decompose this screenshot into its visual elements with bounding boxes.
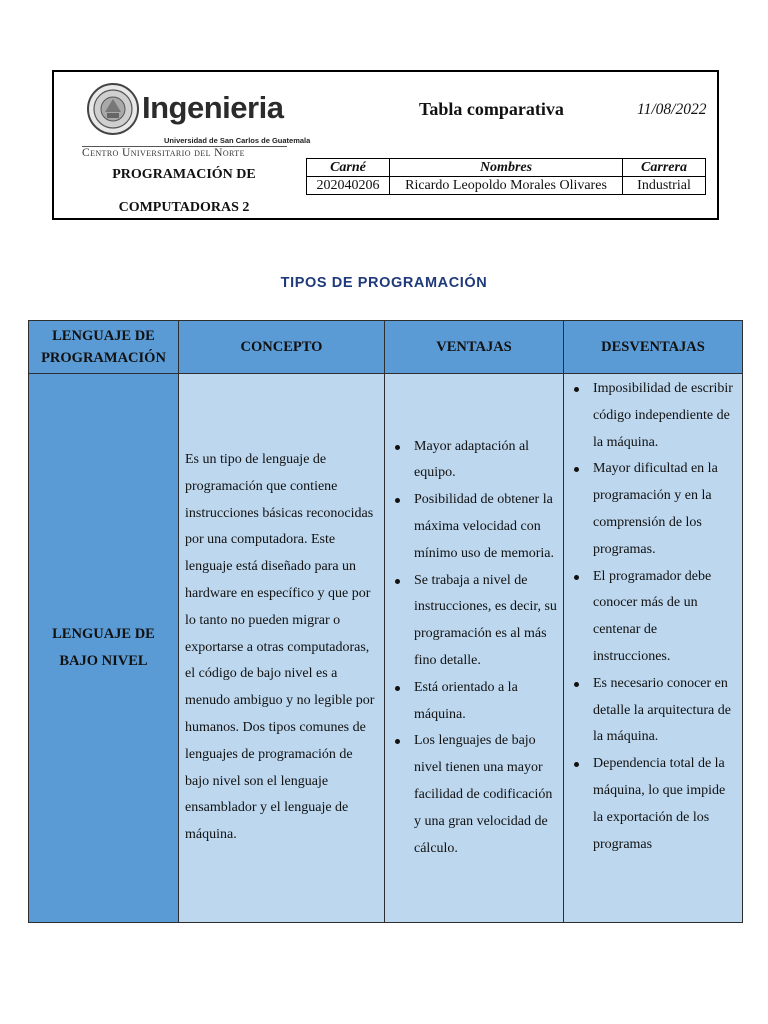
student-table xyxy=(306,158,706,195)
student-career: Industrial xyxy=(623,177,706,195)
column-header-concept: CONCEPTO xyxy=(179,321,385,374)
section-title: TIPOS DE PROGRAMACIÓN xyxy=(280,275,488,291)
header-box xyxy=(52,70,719,220)
header-carne: Carné xyxy=(307,159,390,177)
disadvantage-item: Mayor dificultad en la programación y en la comprensión de los programas. xyxy=(570,456,736,563)
advantage-item: Mayor adaptación al equipo. xyxy=(391,434,557,488)
table-row xyxy=(29,374,743,923)
disadvantage-item: Imposibilidad de escribir código independiente de la máquina. xyxy=(570,376,736,456)
logo-title: Ingenieria xyxy=(142,90,284,125)
column-header-language: LENGUAJE DE PROGRAMACIÓN xyxy=(29,321,179,374)
header-nombres: Nombres xyxy=(390,159,623,177)
disadvantage-item: Es necesario conocer en detalle la arquitectura de la máquina. xyxy=(570,671,736,751)
advantage-item: Los lenguajes de bajo nivel tienen una mayor facilidad de codificación y una gran velocidad de cálculo. xyxy=(391,728,557,862)
row-language xyxy=(29,374,179,923)
course-line-1: PROGRAMACIÓN DE xyxy=(112,167,256,182)
logo-center: Centro Universitario del Norte xyxy=(82,147,245,159)
comparison-table xyxy=(28,320,743,923)
row-disadvantages xyxy=(564,374,743,923)
student-name: Ricardo Leopoldo Morales Olivares xyxy=(390,177,623,195)
advantage-item: Está orientado a la máquina. xyxy=(391,675,557,729)
document-date: 11/08/2022 xyxy=(637,101,707,118)
advantage-item: Posibilidad de obtener la máxima velocidad con mínimo uso de memoria. xyxy=(391,487,557,567)
student-table-row xyxy=(307,177,706,195)
course-name xyxy=(84,158,284,224)
column-header-disadvantages: DESVENTAJAS xyxy=(564,321,743,374)
university-seal-icon xyxy=(86,82,140,136)
student-carne: 202040206 xyxy=(307,177,390,195)
row-advantages xyxy=(385,374,564,923)
document-title: Tabla comparativa xyxy=(419,99,564,119)
disadvantages-list xyxy=(570,376,736,858)
university-logo xyxy=(82,80,311,159)
row-language-label: LENGUAJE DE BAJO NIVEL xyxy=(52,626,155,669)
advantage-item: Se trabaja a nivel de instrucciones, es decir, su programación es al más fino detalle. xyxy=(391,568,557,675)
row-concept: Es un tipo de lenguaje de programación que contiene instrucciones básicas reconocidas por una computadora. Este lenguaje está diseñado para un hardware en específico y que por lo tanto no pueden migrar o exportarse a otras computadoras, el código de bajo nivel es a menudo ambiguo y no legible por humanos. Dos tipos comunes de lenguajes de programación de bajo nivel son el lenguaje ensamblador y el lenguaje de máquina. xyxy=(179,374,385,923)
disadvantage-item: El programador debe conocer más de un centenar de instrucciones. xyxy=(570,564,736,671)
logo-university: Universidad de San Carlos de Guatemala xyxy=(164,136,311,145)
header-carrera: Carrera xyxy=(623,159,706,177)
disadvantage-item: Dependencia total de la máquina, lo que impide la exportación de los programas xyxy=(570,751,736,858)
course-line-2: COMPUTADORAS 2 xyxy=(118,200,250,215)
advantages-list xyxy=(391,434,557,863)
column-header-advantages: VENTAJAS xyxy=(385,321,564,374)
student-table-header xyxy=(307,159,706,177)
table-header-row xyxy=(29,321,743,374)
